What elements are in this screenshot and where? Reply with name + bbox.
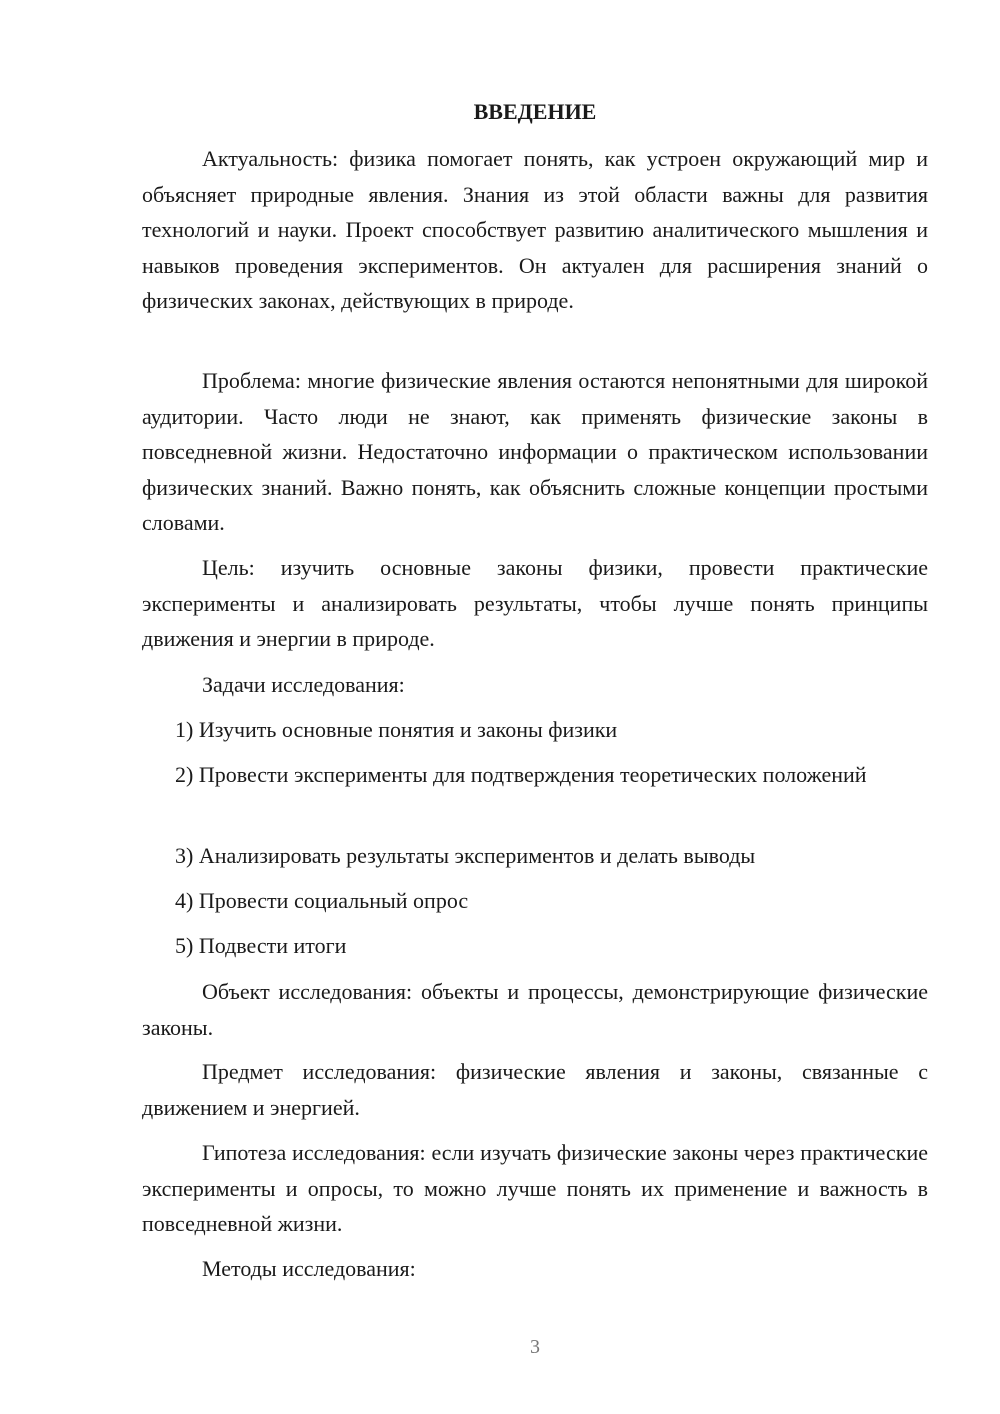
methods-heading: Методы исследования: (202, 1256, 416, 1281)
relevance-paragraph: Актуальность: физика помогает понять, как устроен окружающий мир и объясняет природные явления. Знания из этой области важны для развития технологий и науки. Проект способствует развитию аналитического мышления и навыков проведения экспериментов. Он актуален для расширения знаний о физических законах, действующих в природе. (142, 146, 928, 313)
problem-paragraph: Проблема: многие физические явления остаются непонятными для широкой аудитории. Часто люди не знают, как применять физические законы в повседневной жизни. Недостаточно информации о практическом использовании физических знаний. Важно понять, как объяснить сложные концепции простыми словами. (142, 368, 928, 535)
tasks-heading: Задачи исследования: (202, 672, 405, 697)
hypothesis-paragraph: Гипотеза исследования: если изучать физические законы через практические эксперименты и опросы, то можно лучше понять их применение и важность в повседневной жизни. (142, 1140, 928, 1236)
task-item-2: 2) Провести эксперименты для подтверждения теоретических положений (175, 762, 867, 787)
goal-paragraph: Цель: изучить основные законы физики, провести практические эксперименты и анализировать результаты, чтобы лучше понять принципы движения и энергии в природе. (142, 555, 928, 651)
page-number: 3 (530, 1336, 540, 1358)
task-item-1: 1) Изучить основные понятия и законы физики (175, 717, 618, 742)
task-item-4: 4) Провести социальный опрос (175, 888, 469, 913)
page-title: ВВЕДЕНИЕ (473, 99, 597, 124)
task-item-5: 5) Подвести итоги (175, 933, 347, 958)
task-item-3: 3) Анализировать результаты экспериментов и делать выводы (175, 843, 756, 868)
object-paragraph: Объект исследования: объекты и процессы, демонстрирующие физические законы. (142, 979, 928, 1040)
subject-paragraph: Предмет исследования: физические явления и законы, связанные с движением и энергией. (142, 1059, 928, 1120)
